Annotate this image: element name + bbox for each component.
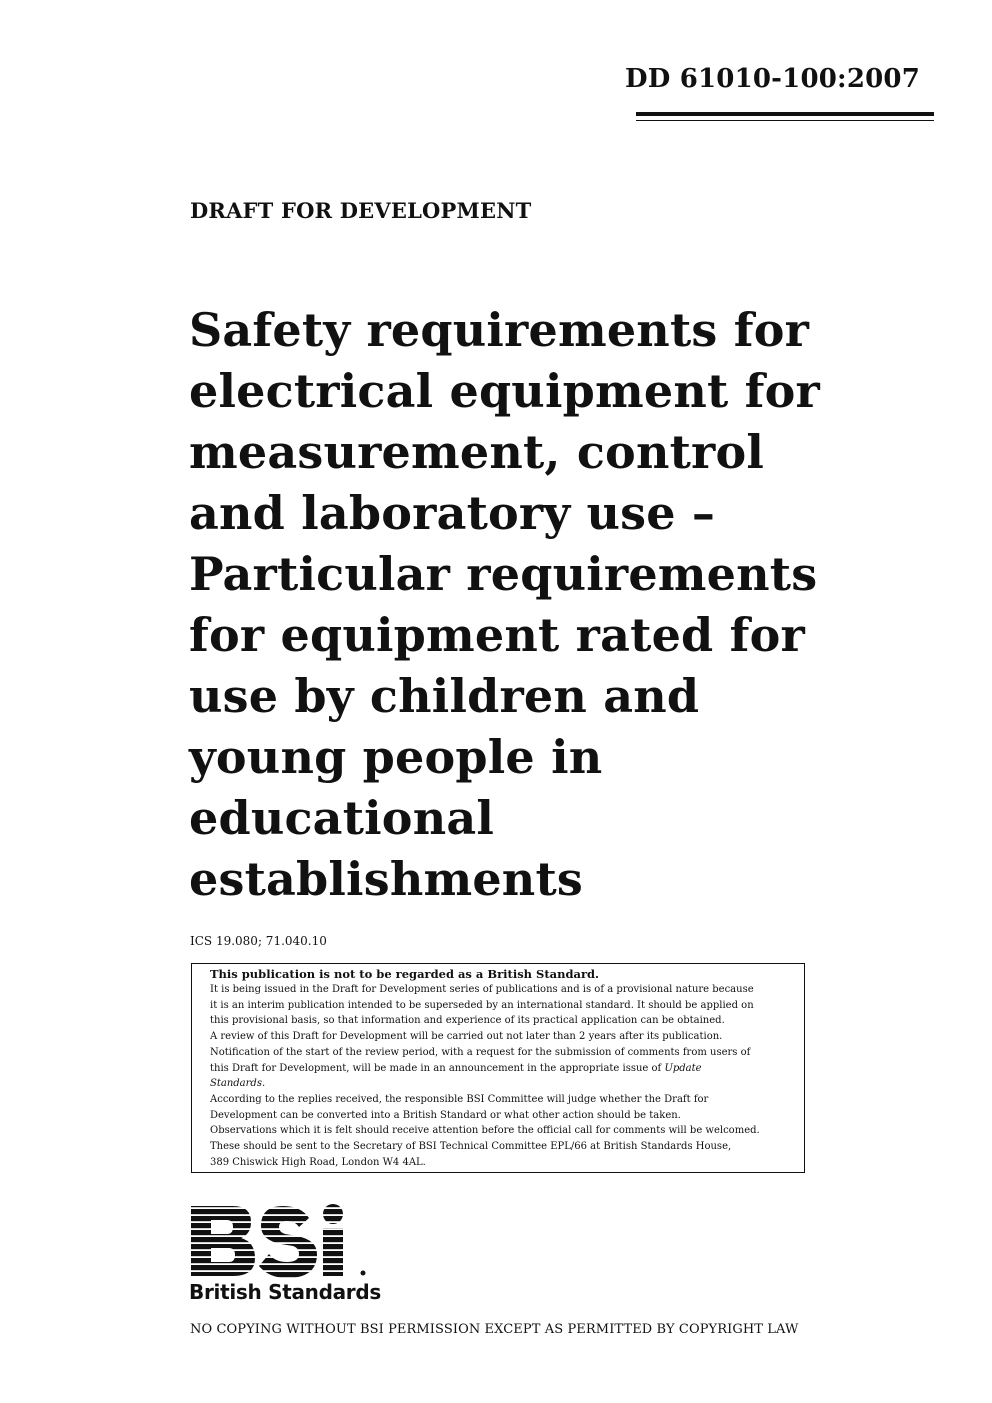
bsi-logo-mark	[189, 1202, 369, 1282]
bsi-logo-text: British Standards	[189, 1280, 381, 1304]
notice-line: it is an interim publication intended to be superseded by an international standard. It should be applied on	[210, 999, 754, 1011]
title-line: educational	[189, 791, 495, 845]
notice-line: this provisional basis, so that information and experience of its practical application can be obtained.	[210, 1015, 725, 1027]
notice-line-text: this Draft for Development, will be made in an announcement in the appropriate issue of	[210, 1062, 662, 1074]
title-line: Safety requirements for	[189, 303, 810, 357]
notice-line	[210, 1061, 804, 1077]
notice-line: Observations which it is felt should receive attention before the official call for comments will be welcomed.	[210, 1125, 760, 1137]
header-rule-thin	[636, 120, 934, 121]
document-title	[189, 300, 929, 910]
copyright-notice: NO COPYING WITHOUT BSI PERMISSION EXCEPT AS PERMITTED BY COPYRIGHT LAW	[190, 1322, 799, 1337]
document-number: DD 61010-100:2007	[624, 64, 920, 94]
title-line: measurement, control	[189, 425, 765, 479]
notice-line: Development can be converted into a British Standard or what other action should be taken.	[210, 1109, 681, 1121]
title-line: establishments	[189, 852, 584, 906]
notice-line: Notification of the start of the review period, with a request for the submission of comments from users of	[210, 1046, 751, 1058]
notice-line: 389 Chiswick High Road, London W4 4AL.	[210, 1156, 426, 1168]
title-line: and laboratory use –	[189, 486, 716, 540]
title-line: young people in	[189, 730, 603, 784]
update-standards-text: Standards	[210, 1078, 262, 1090]
title-line: Particular requirements	[189, 547, 818, 601]
notice-line: A review of this Draft for Development will be carried out not later than 2 years after its publication.	[210, 1031, 723, 1043]
notice-line: It is being issued in the Draft for Development series of publications and is of a provisional nature because	[210, 984, 754, 995]
notice-line: According to the replies received, the responsible BSI Committee will judge whether the Draft for	[210, 1093, 709, 1105]
notice-line: These should be sent to the Secretary of BSI Technical Committee EPL/66 at British Standards House,	[210, 1141, 732, 1153]
update-standards-link-text: Update	[664, 1062, 702, 1074]
bsi-logo	[189, 1202, 381, 1307]
title-line: electrical equipment for	[189, 364, 820, 418]
notice-box	[191, 963, 805, 1173]
draft-label: DRAFT FOR DEVELOPMENT	[190, 198, 532, 223]
title-line: use by children and	[189, 669, 700, 723]
header-rule-thick	[636, 112, 934, 116]
update-standards-continued: Standards.	[210, 1078, 266, 1090]
ics-code: ICS 19.080; 71.040.10	[190, 934, 327, 948]
title-line: for equipment rated for	[189, 608, 805, 662]
notice-heading: This publication is not to be regarded as a British Standard.	[210, 967, 600, 981]
